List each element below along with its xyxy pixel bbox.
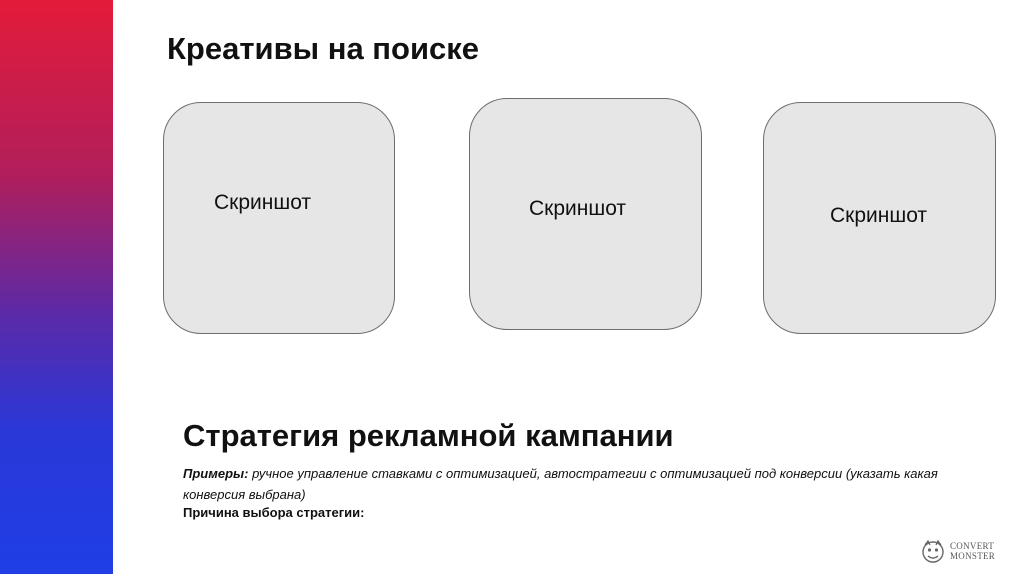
screenshot-placeholder-3 <box>763 102 996 334</box>
logo-line-2: MONSTER <box>950 551 996 561</box>
screenshot-label: Скриншот <box>529 197 627 220</box>
section-title: Стратегия рекламной кампании <box>183 418 674 453</box>
examples-paragraph <box>183 463 973 505</box>
logo-text <box>950 541 995 561</box>
strategy-reason-label: Причина выбора стратегии: <box>183 505 365 520</box>
screenshot-placeholder-2 <box>469 98 702 330</box>
page-title: Креативы на поиске <box>167 31 480 66</box>
screenshot-placeholder-1 <box>163 102 395 334</box>
convert-monster-logo <box>920 538 995 564</box>
logo-line-1: CONVERT <box>950 541 995 551</box>
examples-label: Примеры: <box>183 466 249 481</box>
monster-head-icon <box>920 538 946 564</box>
gradient-side-bar <box>0 0 113 574</box>
screenshot-label: Скриншот <box>214 191 312 214</box>
examples-text: ручное управление ставками с оптимизацией, автостратегии с оптимизацией под конверсии (указать какая конверсия выбрана) <box>183 466 938 502</box>
screenshot-label: Скриншот <box>830 204 928 227</box>
